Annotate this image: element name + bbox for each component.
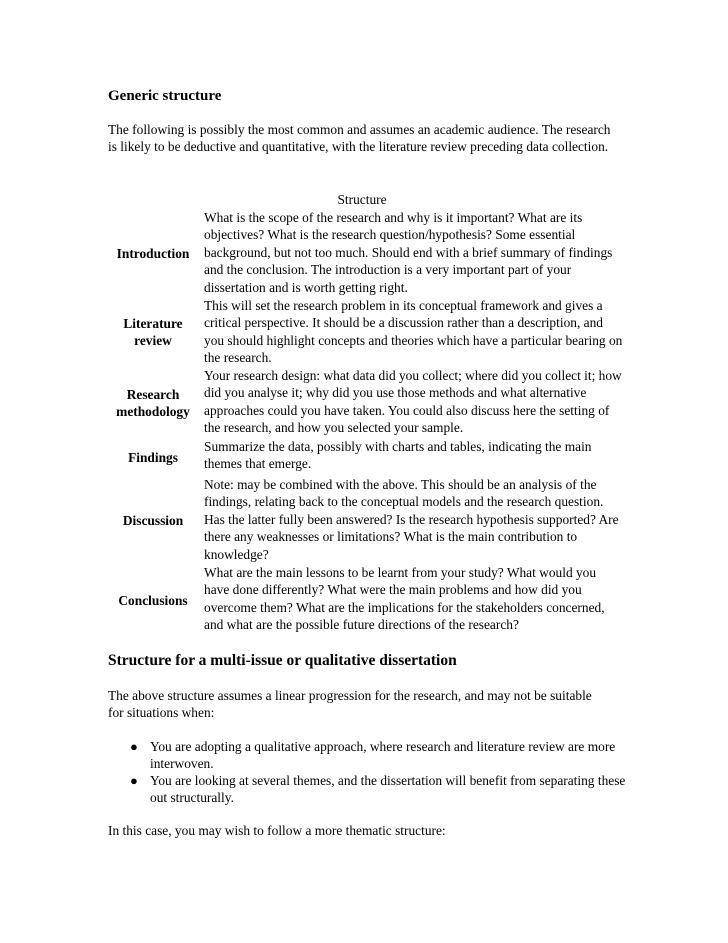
table-row-label bbox=[108, 367, 198, 438]
intro-paragraph: The following is possibly the most common and assumes an academic audience. The research is likely to be deductive and quantitative, with the literature review preceding data collection. bbox=[108, 122, 611, 154]
heading-generic-structure: Generic structure bbox=[108, 88, 222, 104]
row-label-conclusions: Conclusions bbox=[118, 592, 188, 608]
row-label-findings: Findings bbox=[128, 449, 178, 465]
table-row-label bbox=[108, 438, 198, 476]
heading-multi-issue: Structure for a multi-issue or qualitative dissertation bbox=[108, 652, 457, 669]
row-text-conclusions: What are the main lessons to be learnt from your study? What would you have done differently? What were the main problems and how did you overcome them? What are the implications for the stakeholders concerned, and what are the possible future directions of the research? bbox=[204, 565, 605, 633]
row-text-discussion: Note: may be combined with the above. This should be an analysis of the findings, relating back to the conceptual models and the research question. Has the latter fully been answered? Is the research hypothesis supported? Are there any weaknesses or limitations? What is the main contribution to knowledge? bbox=[204, 477, 619, 562]
list-item bbox=[108, 772, 628, 806]
row-label-discussion: Discussion bbox=[122, 512, 184, 528]
table-row-label bbox=[108, 297, 198, 367]
list-item bbox=[108, 738, 628, 772]
table-caption: Structure bbox=[337, 192, 387, 207]
table-row-label bbox=[108, 564, 198, 636]
bullet-icon: ● bbox=[130, 739, 138, 754]
multi-intro-paragraph: The above structure assumes a linear progression for the research, and may not be suitable for situations when: bbox=[108, 688, 592, 720]
bullet-text: You are looking at several themes, and the dissertation will benefit from separating these out structurally. bbox=[150, 773, 626, 805]
table-row-label bbox=[108, 209, 198, 297]
row-label-literature-review: Literature review bbox=[123, 316, 183, 348]
bullet-list bbox=[108, 738, 628, 806]
table-row-label bbox=[108, 476, 198, 564]
row-text-literature-review: This will set the research problem in its conceptual framework and gives a critical perspective. It should be a discussion rather than a description, and you should highlight concepts and theories which have a particular bearing on the research. bbox=[204, 298, 623, 366]
row-label-introduction: Introduction bbox=[116, 245, 190, 261]
row-text-research-methodology: Your research design: what data did you collect; where did you collect it; how did you analyse it; why did you use those methods and what alternative approaches could you have taken. You could also discuss here the setting of the research, and how you selected your sample. bbox=[204, 368, 622, 436]
closing-paragraph: In this case, you may wish to follow a more thematic structure: bbox=[108, 823, 446, 838]
row-text-findings: Summarize the data, possibly with charts and tables, indicating the main themes that emerge. bbox=[204, 439, 592, 472]
bullet-icon: ● bbox=[130, 773, 138, 788]
bullet-text: You are adopting a qualitative approach, where research and literature review are more interwoven. bbox=[150, 739, 616, 771]
row-label-research-methodology: Research methodology bbox=[116, 386, 190, 419]
row-text-introduction: What is the scope of the research and why is it important? What are its objectives? What is the research question/hypothesis? Some essential background, but not too much. Should end with a brief summary of findings and the conclusion. The introduction is a very important part of your dissertation and is worth getting right. bbox=[204, 210, 613, 295]
